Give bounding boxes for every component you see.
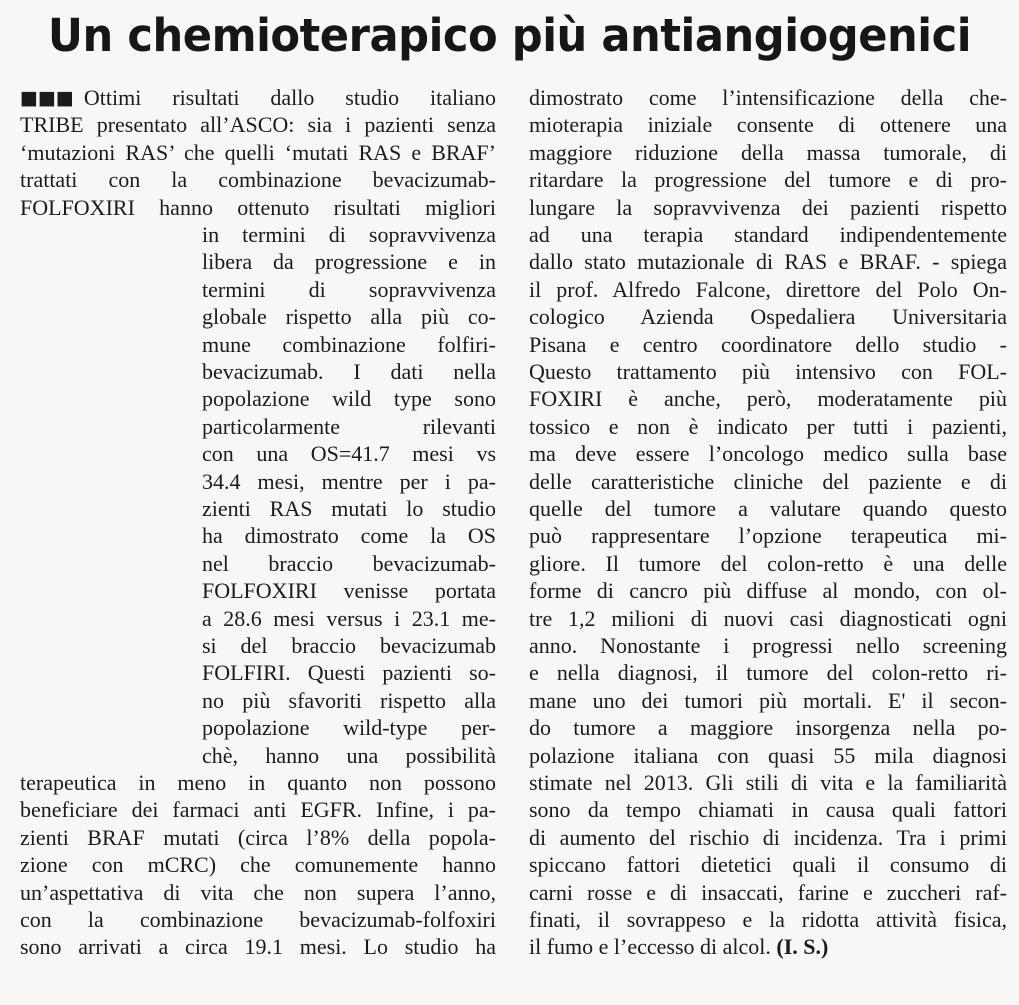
text-line	[529, 166, 1007, 193]
text-line-content: Ottimi risultati dallo studio italiano	[83, 85, 496, 110]
text-line	[529, 687, 1007, 714]
text-line-content: zienti RAS mutati lo studio	[202, 496, 496, 521]
text-line-content: Pisana e centro coordinatore dello studio -	[529, 331, 1007, 357]
text-line	[202, 632, 496, 659]
text-line	[529, 385, 1007, 412]
text-line	[529, 440, 1007, 467]
text-line-content: cologico Azienda Ospedaliera Universitaria	[529, 304, 1007, 330]
text-line	[529, 605, 1007, 632]
text-line	[202, 714, 496, 741]
text-line-content: 34.4 mesi, mentre per i pa-	[202, 468, 496, 494]
text-line	[529, 742, 1007, 769]
text-line	[20, 166, 496, 193]
text-line	[20, 111, 496, 138]
text-line	[20, 796, 496, 823]
text-line-content: sono da tempo chiamati in causa quali fattori	[529, 797, 1007, 823]
text-line-content: beneficiare dei farmaci anti EGFR. Infine, i pa-	[20, 797, 496, 823]
text-line	[529, 577, 1007, 604]
text-line	[202, 468, 496, 495]
text-line-content: mune combinazione folfiri-	[202, 331, 496, 357]
text-line	[202, 303, 496, 330]
text-line	[529, 194, 1007, 221]
text-line	[529, 933, 1007, 960]
article-right-column	[529, 84, 1007, 971]
text-line-content: Questo trattamento più intensivo con FOL-	[529, 359, 1007, 384]
text-line-content: FOLFIRI. Questi pazienti so-	[202, 660, 496, 686]
article-title: Un chemioterapico più antiangiogenici	[47, 9, 972, 62]
text-line	[202, 358, 496, 385]
text-line	[529, 879, 1007, 906]
text-line-content: terapeutica in meno in quanto non possono	[20, 770, 496, 795]
text-line	[202, 331, 496, 358]
text-line	[529, 358, 1007, 385]
text-line-content: delle caratteristiche cliniche del paziente e di	[529, 468, 1007, 494]
text-line-content: quelle del tumore a valutare quando questo	[529, 496, 1007, 521]
text-line-content: a 28.6 mesi versus i 23.1 me-	[202, 605, 496, 631]
text-line-content: con una OS=41.7 mesi vs	[202, 441, 496, 467]
text-line	[529, 769, 1007, 796]
text-line-content: ritardare la progressione del tumore e di pro-	[529, 167, 1007, 193]
text-line-content: FOLFOXIRI hanno ottenuto risultati migliori	[20, 194, 496, 220]
text-line-content: zienti BRAF mutati (circa l’8% della popola-	[20, 824, 496, 850]
text-line	[20, 824, 496, 851]
text-line-content: polazione italiana con quasi 55 mila diagnosi	[529, 742, 1007, 768]
text-line-content: popolazione wild-type per-	[202, 715, 496, 741]
text-line-content: anno. Nonostante i progressi nello screening	[529, 633, 1007, 658]
text-line-content: ma deve essere l’oncologo medico sulla base	[529, 441, 1007, 467]
text-line	[202, 687, 496, 714]
article-left-column	[20, 84, 496, 971]
text-line	[529, 550, 1007, 577]
text-line-content: libera da progressione e in	[202, 249, 496, 275]
text-line	[529, 276, 1007, 303]
text-line	[20, 906, 496, 933]
text-line-content: FOXIRI è anche, però, moderatamente più	[529, 386, 1007, 412]
lead-bullet-icon: ■■■	[20, 87, 74, 109]
text-line-content: sono arrivati a circa 19.1 mesi. Lo studio ha	[20, 934, 496, 960]
text-line	[202, 276, 496, 303]
text-line	[202, 550, 496, 577]
text-line	[529, 413, 1007, 440]
text-line	[20, 84, 496, 111]
text-line	[529, 468, 1007, 495]
text-line-content: ‘mutazioni RAS’ che quelli ‘mutati RAS e BRAF’	[20, 139, 496, 165]
text-line	[20, 769, 496, 796]
text-line-content: globale rispetto alla più co-	[202, 304, 496, 330]
text-line	[20, 933, 496, 960]
text-line	[529, 495, 1007, 522]
text-line	[202, 659, 496, 686]
text-line-content: nel braccio bevacizumab-	[202, 550, 496, 576]
text-line-content: il fumo e l’eccesso di alcol.	[529, 934, 771, 960]
text-line-content: mioterapia iniziale consente di ottenere una	[529, 112, 1007, 138]
text-line-content: e nella diagnosi, il tumore del colon-retto ri-	[529, 660, 1007, 686]
text-line-content: FOLFOXIRI venisse portata	[202, 578, 496, 604]
text-line-content: tre 1,2 milioni di nuovi casi diagnosticati ogni	[529, 605, 1007, 631]
text-line-content: un’aspettativa di vita che non supera l’anno,	[20, 879, 496, 905]
text-line-content: particolarmente rilevanti	[202, 413, 496, 439]
text-line	[529, 139, 1007, 166]
text-line	[529, 632, 1007, 659]
text-line	[202, 605, 496, 632]
text-line-content: spiccano fattori dietetici quali il consumo di	[529, 852, 1007, 878]
text-line-content: popolazione wild type sono	[202, 386, 496, 412]
text-line	[202, 413, 496, 440]
author-signature: (I. S.)	[776, 934, 829, 960]
text-line	[529, 303, 1007, 330]
text-line	[529, 111, 1007, 138]
text-line	[20, 879, 496, 906]
text-line	[202, 577, 496, 604]
text-line-content: lungare la sopravvivenza dei pazienti rispetto	[529, 194, 1007, 220]
text-line	[202, 221, 496, 248]
text-line-content: finati, il sovrappeso e la ridotta attività fisica,	[529, 907, 1007, 932]
text-line-content: stimate nel 2013. Gli stili di vita e la familiarità	[529, 770, 1007, 795]
text-line	[529, 522, 1007, 549]
text-line-content: gliore. Il tumore del colon-retto è una delle	[529, 550, 1007, 576]
text-line-content: do tumore a maggiore insorgenza nella po-	[529, 715, 1007, 741]
text-line	[529, 221, 1007, 248]
text-line-content: mane uno dei tumori più mortali. E' il secon-	[529, 687, 1007, 713]
text-line	[202, 495, 496, 522]
text-line-content: forme di cancro più diffuse al mondo, con ol-	[529, 578, 1007, 604]
text-line-content: maggiore riduzione della massa tumorale, di	[529, 139, 1007, 165]
text-line	[202, 385, 496, 412]
text-line	[529, 248, 1007, 275]
text-line	[202, 742, 496, 769]
text-line	[529, 331, 1007, 358]
text-line-content: bevacizumab. I dati nella	[202, 359, 496, 384]
text-line-content: TRIBE presentato all’ASCO: sia i pazienti senza	[20, 112, 496, 138]
text-line	[529, 84, 1007, 111]
text-line	[529, 824, 1007, 851]
text-line-content: tossico e non è indicato per tutti i pazienti,	[529, 413, 1007, 439]
text-line	[529, 714, 1007, 741]
text-line-content: con la combinazione bevacizumab-folfoxiri	[20, 907, 496, 932]
text-line	[529, 851, 1007, 878]
text-line-content: dallo stato mutazionale di RAS e BRAF. - spiega	[529, 249, 1007, 275]
text-line-content: trattati con la combinazione bevacizumab-	[20, 167, 496, 193]
text-line	[529, 659, 1007, 686]
text-line-content: dimostrato come l’intensificazione della che-	[529, 85, 1007, 110]
text-line	[20, 139, 496, 166]
text-line-content: si del braccio bevacizumab	[202, 633, 496, 658]
text-line	[202, 248, 496, 275]
text-line-content: di aumento del rischio di incidenza. Tra i primi	[529, 824, 1007, 850]
text-line	[202, 522, 496, 549]
text-line	[202, 440, 496, 467]
text-line-content: zione con mCRC) che comunemente hanno	[20, 852, 496, 878]
text-line-content: ad una terapia standard indipendentemente	[529, 222, 1007, 247]
text-line	[529, 796, 1007, 823]
text-line-content: il prof. Alfredo Falcone, direttore del Polo On-	[529, 276, 1007, 302]
text-line-content: ha dimostrato come la OS	[202, 523, 496, 549]
text-line-content: chè, hanno una possibilità	[202, 742, 496, 768]
text-line-content: no più sfavoriti rispetto alla	[202, 687, 496, 713]
text-line-content: termini di sopravvivenza	[202, 276, 496, 302]
text-line	[20, 194, 496, 221]
text-line-content: può rappresentare l’opzione terapeutica mi-	[529, 523, 1007, 549]
text-line	[529, 906, 1007, 933]
text-line-content: in termini di sopravvivenza	[202, 222, 496, 247]
text-line	[20, 851, 496, 878]
text-line-content: carni rosse e di insaccati, farine e zuccheri raf-	[529, 879, 1007, 905]
